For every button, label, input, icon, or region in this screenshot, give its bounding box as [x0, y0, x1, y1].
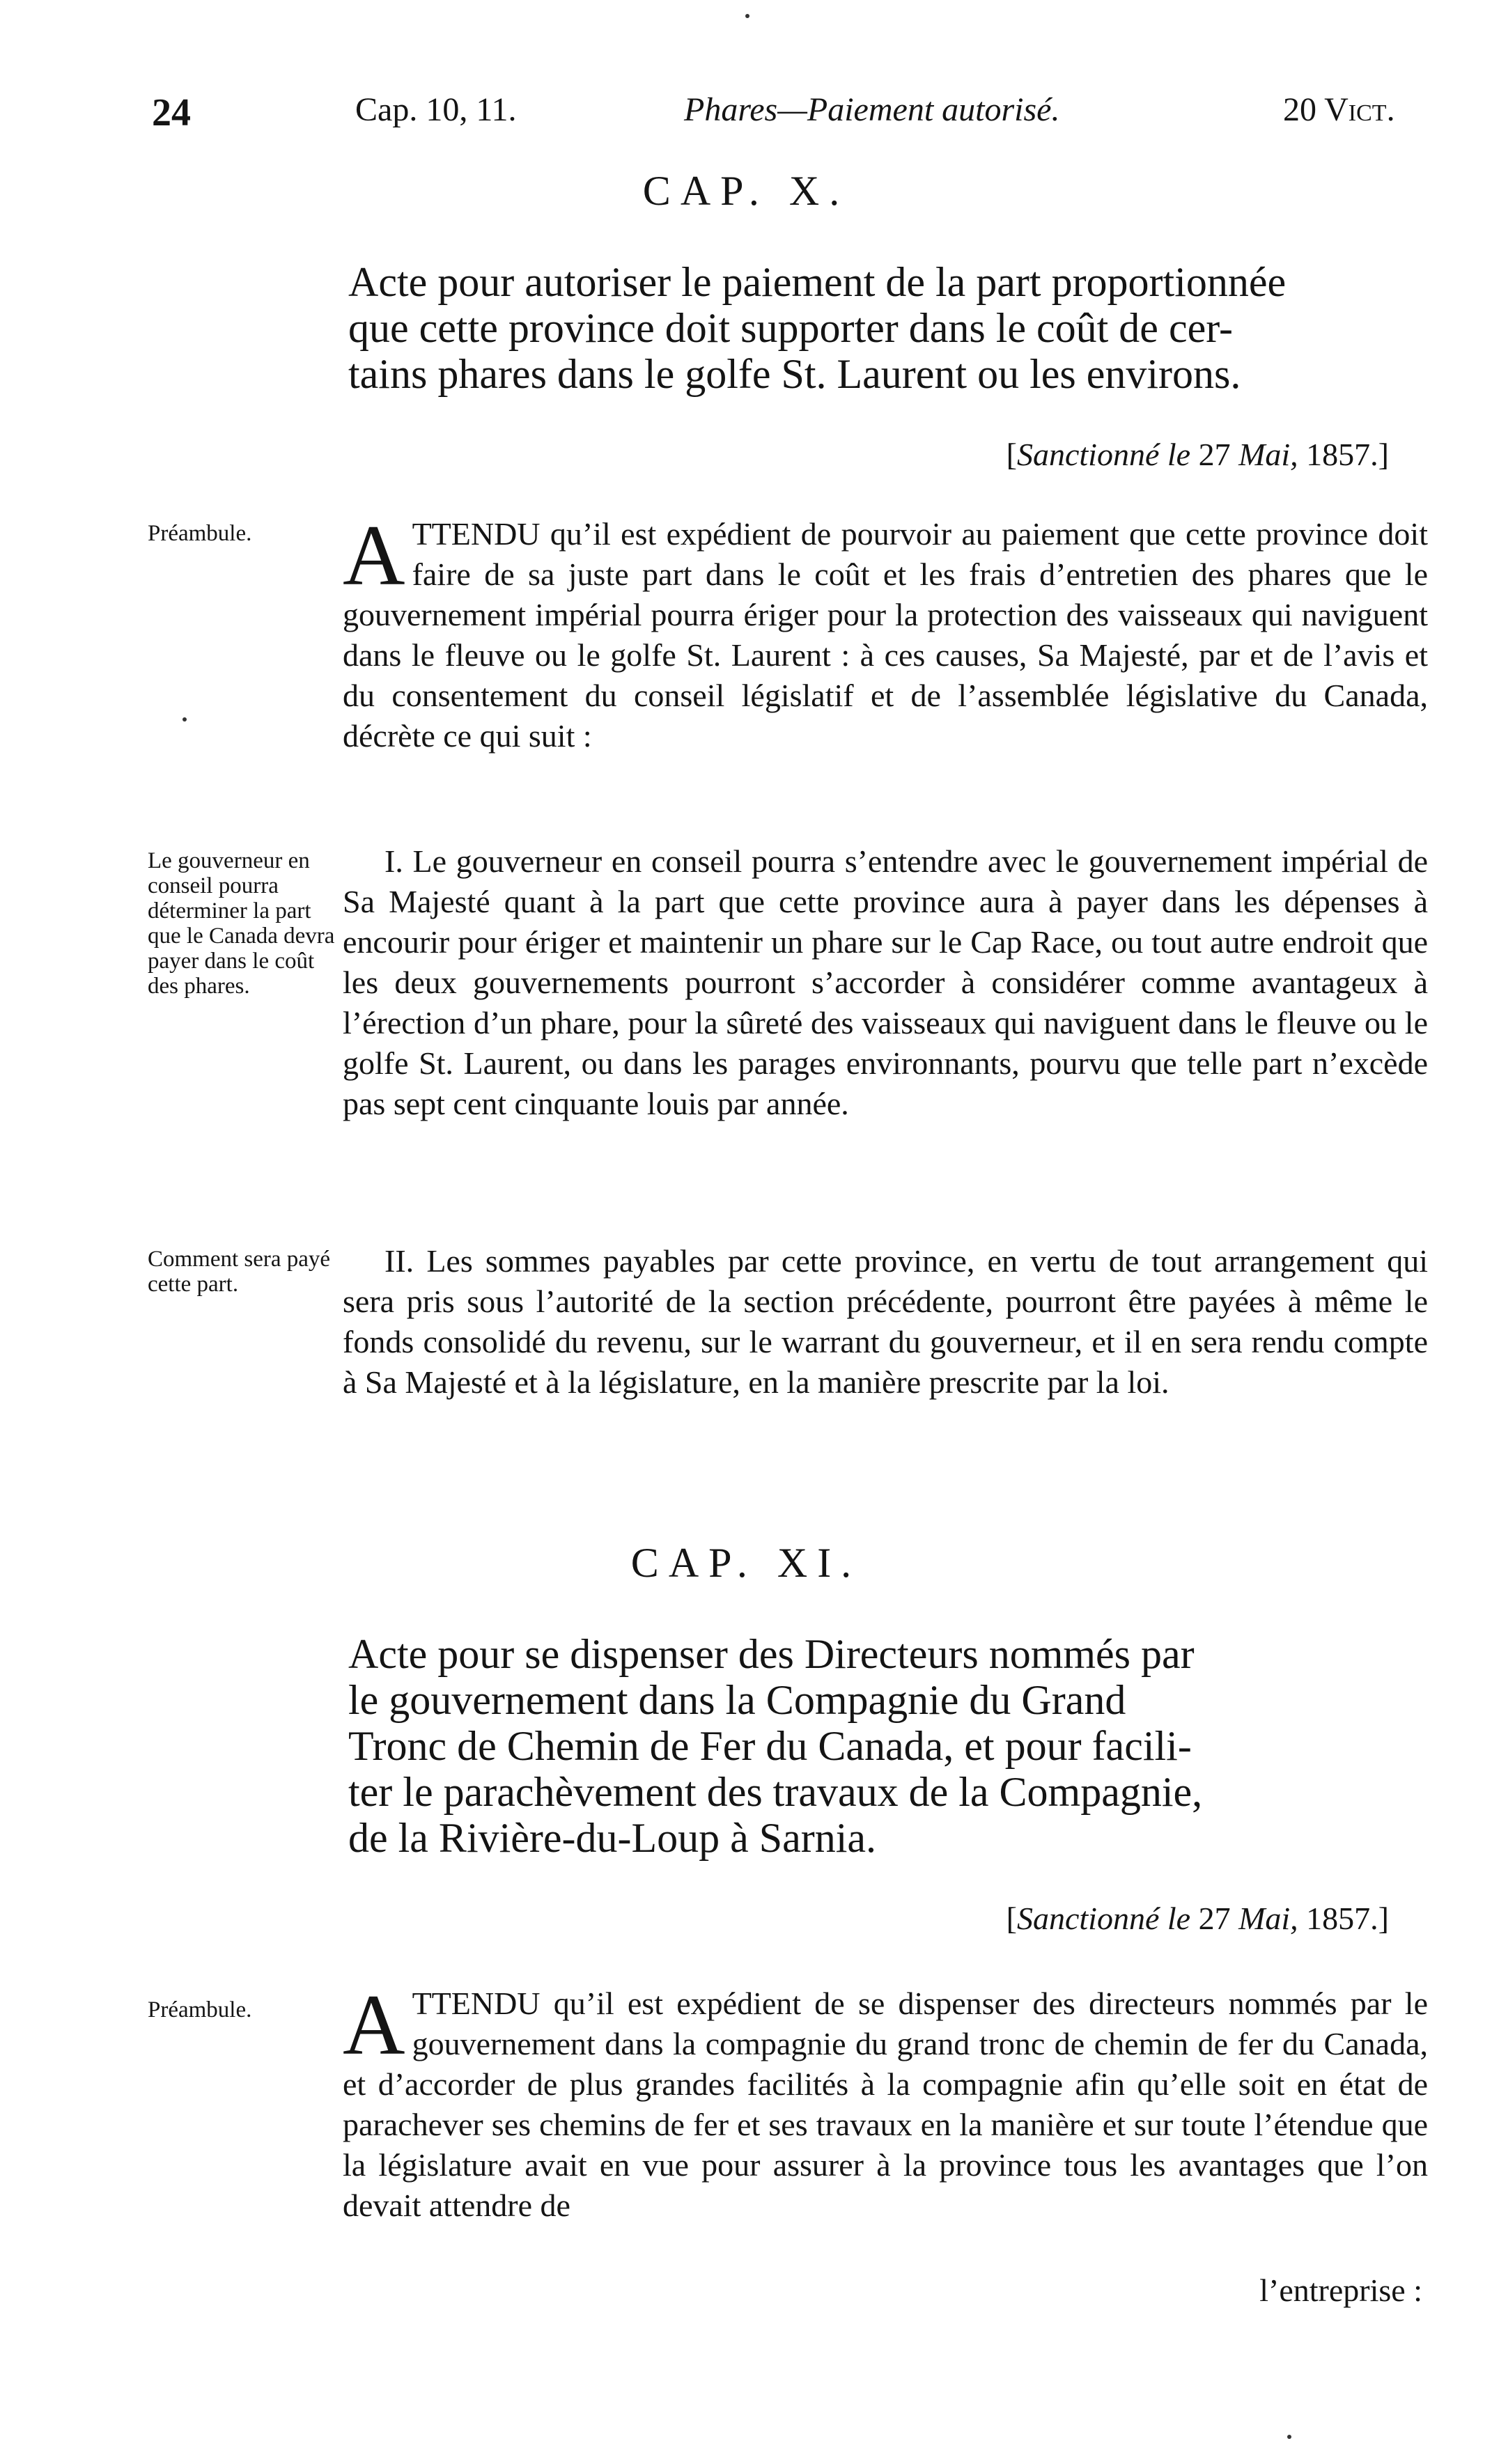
chapter-xi-title-line: le gouvernement dans la Compagnie du Grand: [348, 1677, 1126, 1723]
paper-speck: [1287, 2435, 1291, 2439]
running-head: [0, 91, 1492, 132]
chapter-xi-preamble-text: TTENDU qu’il est expédient de se dispenser des directeurs nommés par le gouvernement dans la compagnie du grand tronc de chemin de fer du Canada, et d’accorder de plus grandes facilités à la compagnie afin qu’elle soit en état de parachever ses chemins de fer et ses travaux en la manière et sur toute l’étendue que la législature avait en vue pour assurer à la province tous les avantages que l’on devait attendre de: [343, 1986, 1428, 2223]
chapter-x-title-line: tains phares dans le golfe St. Laurent ou les environs.: [348, 351, 1241, 397]
section-1: I. Le gouverneur en conseil pourra s’entendre avec le gouvernement impérial de Sa Majesté quant à la part que cette province aura à payer dans les dépenses à encourir pour ériger et maintenir un phare sur le Cap Race, ou tout autre endroit que les deux gouvernements pourront s’accorder à considérer comme avantageux à l’érection d’un phare, pour la sûreté des vaisseaux qui naviguent dans le fleuve ou le golfe St. Laurent, ou dans les parages environnants, pourvu que telle part n’excède pas sept cent cinquante louis par année.: [343, 843, 1428, 1121]
chapter-xi-title-line: de la Rivière-du-Loup à Sarnia.: [348, 1815, 877, 1861]
chapter-xi-preamble-continuation: l’entreprise :: [1259, 2272, 1422, 2308]
section-2: II. Les sommes payables par cette province, en vertu de tout arrangement qui sera pris sous l’autorité de la section précédente, pourront être payées à même le fonds consolidé du revenu, sur le warrant du gouverneur, et il en sera rendu compte à Sa Majesté et à la législature, en la manière prescrite par la loi.: [343, 1243, 1428, 1400]
chapter-x-preamble-text: TTENDU qu’il est expédient de pourvoir au paiement que cette province doit faire de sa juste part dans le coût et les frais d’entretien des phares que le gouvernement impérial pourra ériger pour la protection des vaisseaux qui naviguent dans le fleuve ou le golfe St. Laurent : à ces causes, Sa Majesté, par et de l’avis et du consentement du conseil législatif et de l’assemblée législative du Canada, décrète ce qui suit :: [343, 516, 1428, 754]
chapter-x-title: [348, 259, 1477, 397]
drop-cap: A: [343, 508, 405, 603]
chapter-xi-title: [348, 1631, 1477, 1861]
chapter-x-sanction: [Sanctionné le 27 Mai, 1857.]: [1006, 437, 1389, 472]
chapter-xi-title-line: ter le parachèvement des travaux de la Compagnie,: [348, 1769, 1203, 1815]
chapter-xi-title-line: Tronc de Chemin de Fer du Canada, et pour facili-: [348, 1723, 1192, 1769]
regnal-year: 20 Vict.: [1283, 91, 1395, 128]
chapter-xi-preamble-note: Préambule.: [148, 1997, 252, 2022]
running-title: Phares—Paiement autorisé.: [684, 91, 1060, 128]
chapter-xi-heading: CAP. XI.: [630, 1540, 862, 1586]
chapter-xi-sanction: [Sanctionné le 27 Mai, 1857.]: [1006, 1901, 1389, 1936]
section-1-margin-note: Le gouverneur en conseil pourra déterminer la part que le Canada devra payer dans le coût des phares.: [148, 848, 335, 999]
chapter-xi-title-line: Acte pour se dispenser des Directeurs nommés par: [348, 1631, 1195, 1677]
paper-speck: [182, 717, 187, 722]
chapter-x-title-line: que cette province doit supporter dans le coût de cer-: [348, 305, 1233, 351]
drop-cap: A: [343, 1977, 405, 2073]
chapter-x-heading: CAP. X.: [642, 168, 850, 214]
section-2-margin-note: Comment sera payé cette part.: [148, 1247, 331, 1297]
chapter-x-title-line: Acte pour autoriser le paiement de la part proportionnée: [348, 259, 1287, 305]
chapter-xi-preamble: [343, 1977, 1428, 2226]
chapter-reference: Cap. 10, 11.: [355, 91, 517, 128]
chapter-x-preamble: [343, 508, 1428, 756]
chapter-x-preamble-note: Préambule.: [148, 521, 252, 546]
paper-speck: [745, 14, 749, 18]
page-number: 24: [152, 91, 191, 134]
